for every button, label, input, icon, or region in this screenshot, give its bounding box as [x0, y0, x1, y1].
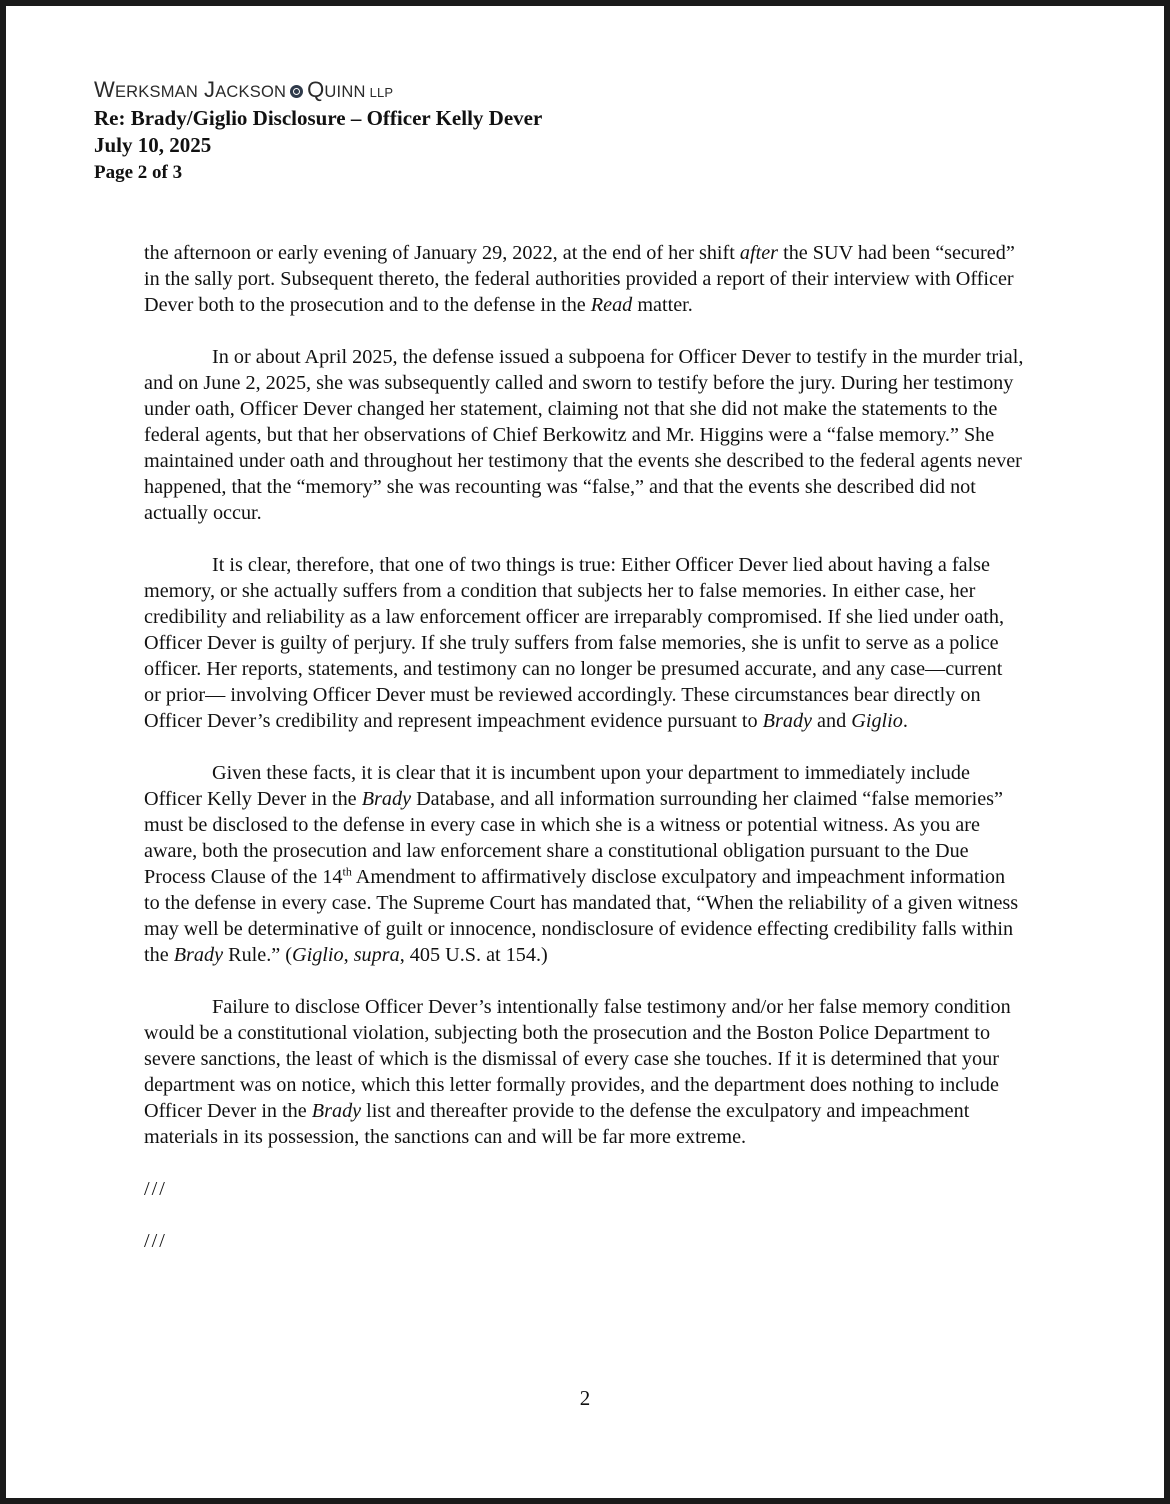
firm-name-text: ERKSMAN [114, 83, 198, 101]
letterhead [94, 78, 542, 186]
paragraph: Failure to disclose Officer Dever’s intentionally false testimony and/or her false memory condition would be a constitutional violation, subjecting both the prosecution and the Boston Police Department to severe sanctions, the least of which is the dismissal of every case she touches. If it is determined that your department was on notice, which this letter formally provides, and the department does nothing to include Officer Dever in the Brady list and thereafter provide to the defense the exculpatory and impeachment materials in its possession, the sanctions can and will be far more extreme. [144, 996, 1011, 1148]
separator: /// [144, 1178, 167, 1200]
page-indicator: Page 2 of 3 [94, 162, 183, 183]
paragraph: the afternoon or early evening of January 29, 2022, at the end of her shift after the SUV had been “secured” in the sally port. Subsequent thereto, the federal authorities provided a report of their interview with Officer Dever both to the prosecution and to the defense in the Read matter. [144, 242, 1015, 316]
separator: /// [144, 1230, 167, 1252]
firm-name-initial: Q [307, 77, 325, 102]
letter-page [6, 6, 1164, 1498]
paragraph: Given these facts, it is clear that it is incumbent upon your department to immediately include Officer Kelly Dever in the Brady Database, and all information surrounding her claimed “false memories” must be disclosed to the defense in every case in which she is a witness or potential witness. As you are aware, both the prosecution and law enforcement share a constitutional obligation pursuant to the Due Process Clause of the 14th Amendment to affirmatively disclose exculpatory and impeachment information to the defense in every case. The Supreme Court has mandated that, “When the reliability of a given witness may well be determinative of guilt or innocence, nondisclosure of evidence effecting credibility falls within the Brady Rule.” (Giglio, supra, 405 U.S. at 154.) [144, 762, 1019, 966]
firm-name [94, 78, 542, 105]
paragraph: In or about April 2025, the defense issued a subpoena for Officer Dever to testify in the murder trial, and on June 2, 2025, she was subsequently called and sworn to testify before the jury. During her testimony under oath, Officer Dever changed her statement, claiming not that she did not make the statements to the federal agents, but that her observations of Chief Berkowitz and Mr. Higgins were a “false memory.” She maintained under oath and throughout her testimony that the events she described to the federal agents never happened, that the “memory” she was recounting was “false,” and that the events she described did not actually occur. [144, 346, 1024, 524]
firm-name-text: UINN [324, 83, 366, 101]
firm-suffix: LLP [369, 85, 394, 100]
subject-line: Re: Brady/Giglio Disclosure – Officer Kelly Dever [94, 106, 543, 130]
paragraph: It is clear, therefore, that one of two things is true: Either Officer Dever lied about having a false memory, or she actually suffers from a condition that subjects her to false memories. In either case, her credibility and reliability as a law enforcement officer are irreparably compromised. If she lied under oath, Officer Dever is guilty of perjury. If she truly suffers from false memories, she is unfit to serve as a police officer. Her reports, statements, and testimony can no longer be presumed accurate, and any case—current or prior— involving Officer Dever must be reviewed accordingly. These circumstances bear directly on Officer Dever’s credibility and represent impeachment evidence pursuant to Brady and Giglio. [144, 554, 1005, 732]
letter-body [144, 240, 1024, 1280]
firm-name-initial: J [204, 77, 216, 102]
firm-logo-icon [290, 85, 303, 98]
firm-name-initial: W [94, 77, 115, 102]
firm-name-text: ACKSON [215, 83, 287, 101]
page-number: 2 [579, 1386, 591, 1410]
letter-date: July 10, 2025 [94, 133, 212, 157]
